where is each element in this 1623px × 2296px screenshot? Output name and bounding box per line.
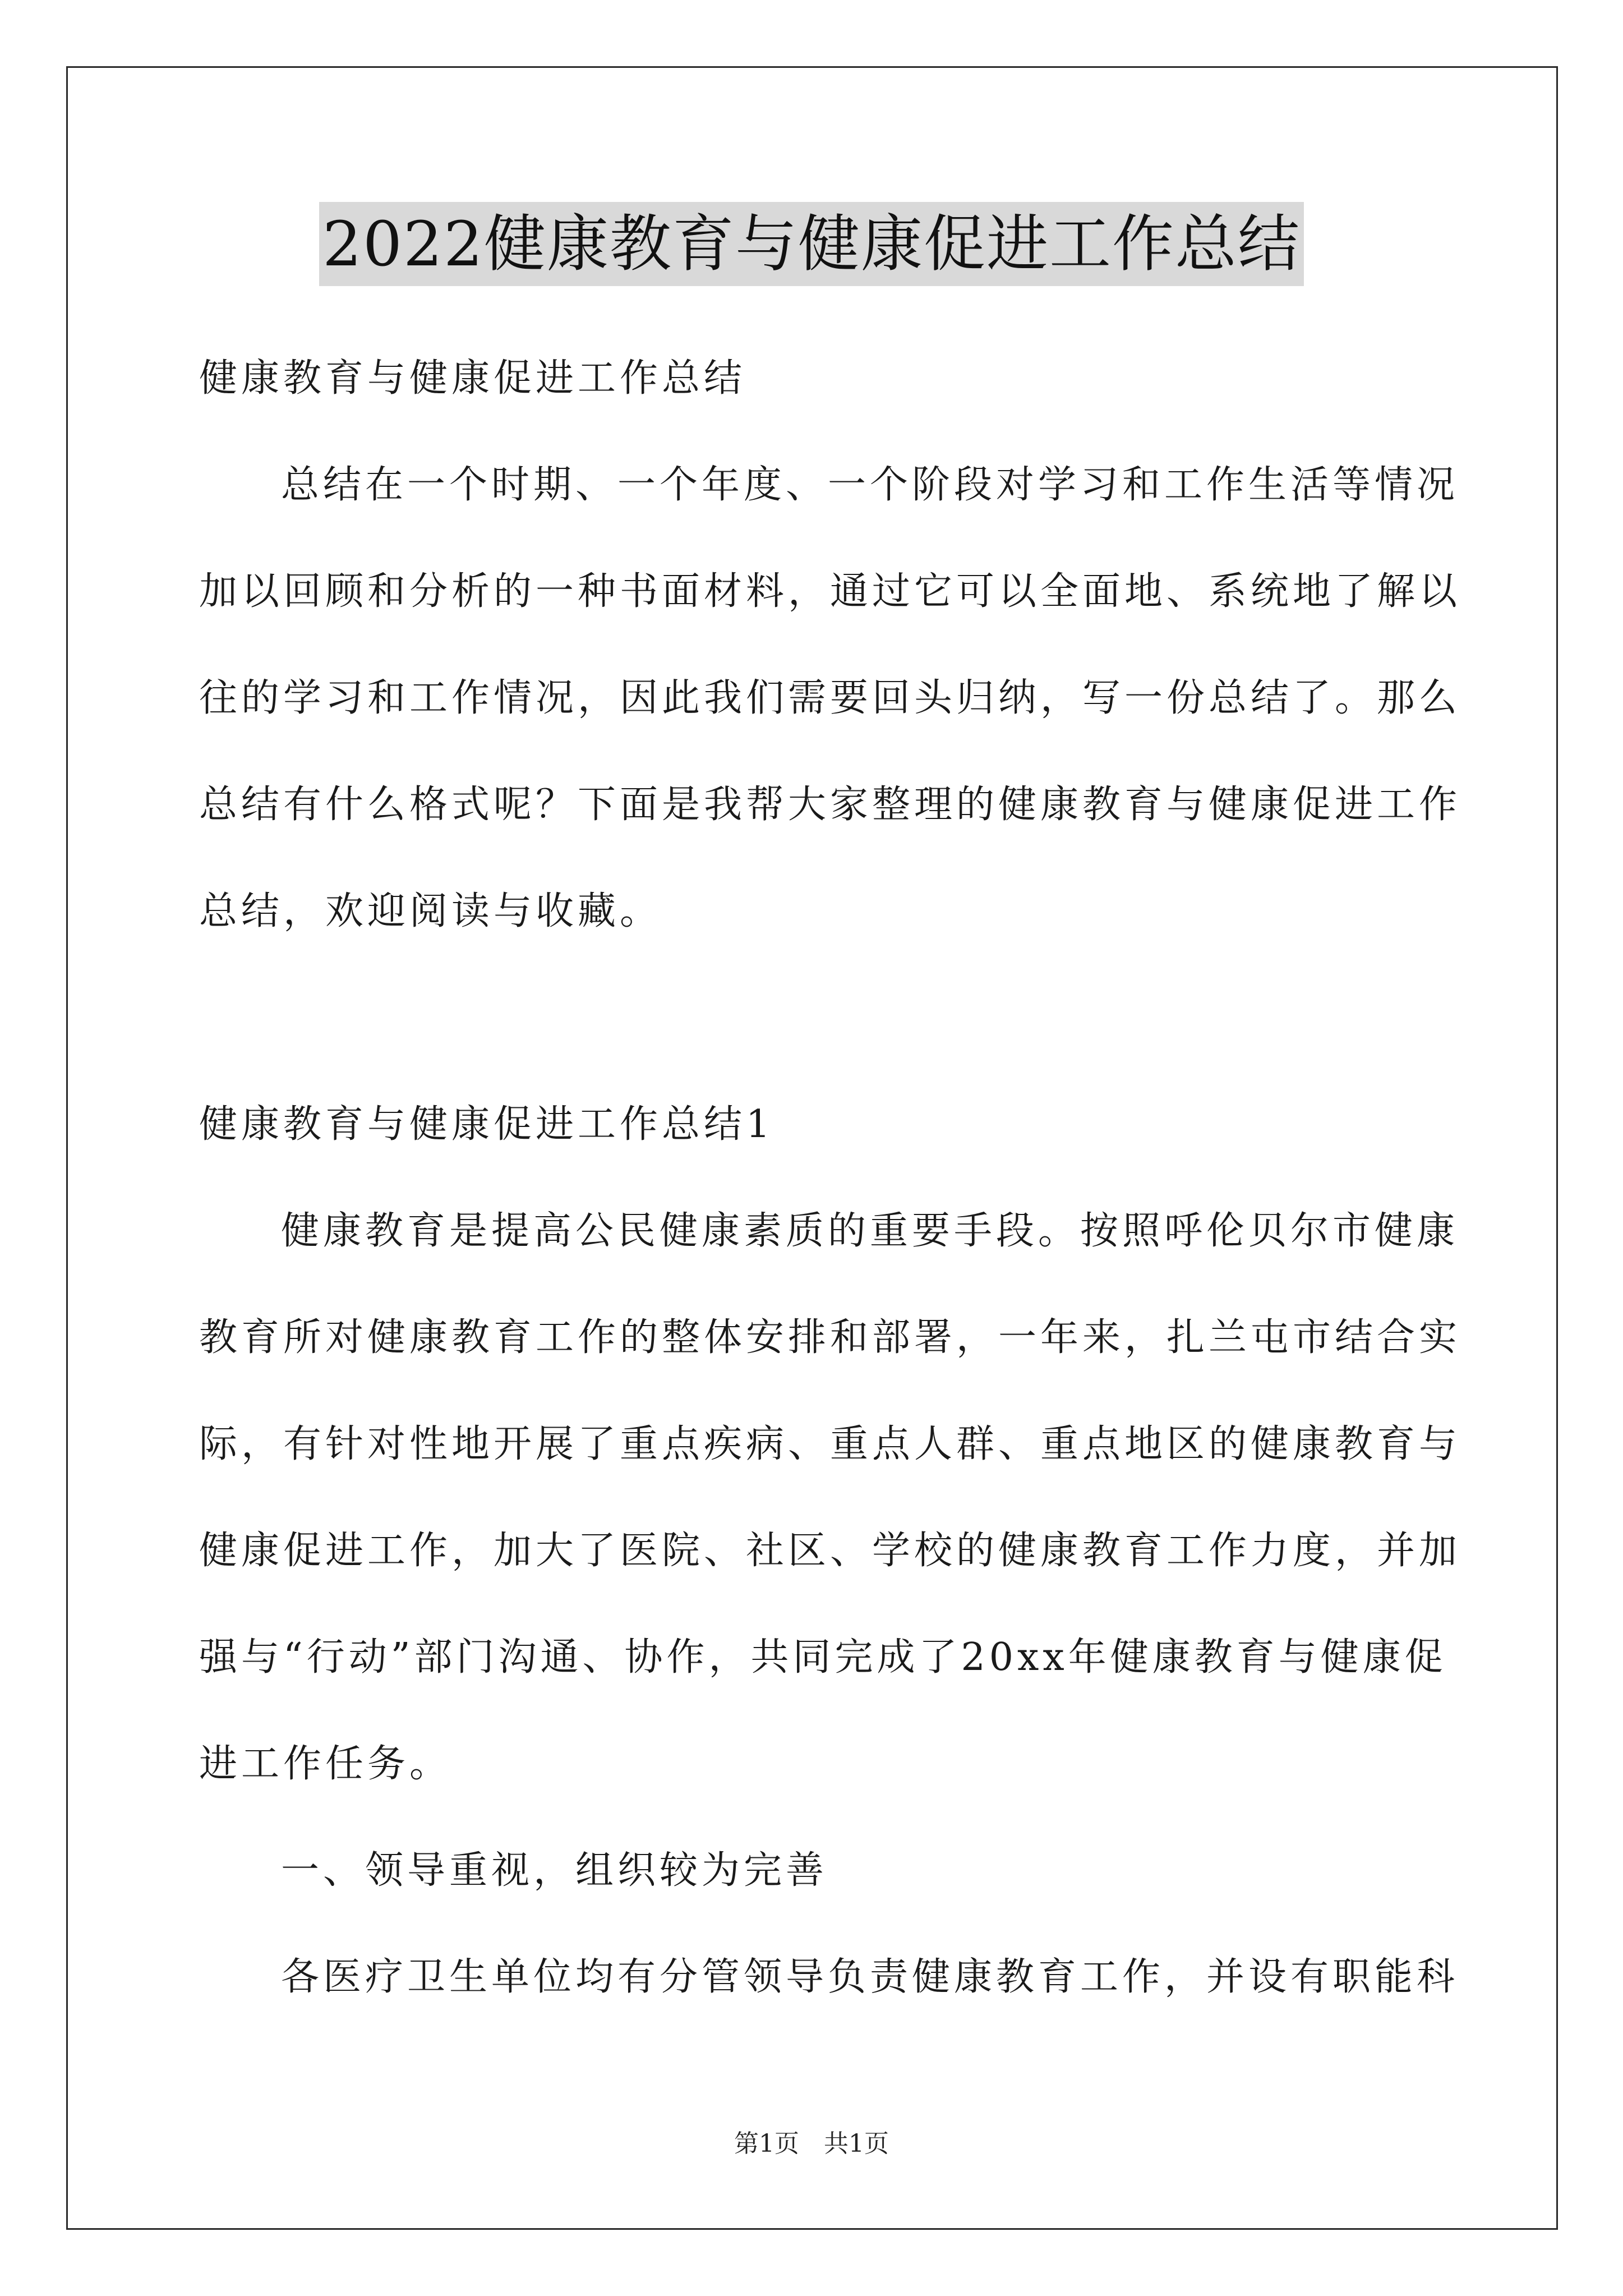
- section-heading: 健康教育与健康促进工作总结1: [199, 1102, 774, 1147]
- document-subtitle: 健康教育与健康促进工作总结: [199, 356, 746, 401]
- paragraph-line: 进工作任务。: [199, 1742, 452, 1786]
- page-footer: 第1页 共1页: [734, 2129, 889, 2158]
- document-title: 2022健康教育与健康促进工作总结: [319, 202, 1304, 286]
- paragraph-line: 总结，欢迎阅读与收藏。: [199, 889, 662, 933]
- paragraph-line: 教育所对健康教育工作的整体安排和部署，一年来，扎兰屯市结合实: [199, 1315, 1461, 1360]
- paragraph-line: 总结在一个时期、一个年度、一个阶段对学习和工作生活等情况: [281, 463, 1459, 507]
- paragraph-gap: [199, 976, 1433, 1083]
- paragraph-line: 际，有针对性地开展了重点疾病、重点人群、重点地区的健康教育与: [199, 1422, 1461, 1466]
- paragraph-line: 强与“行动”部门沟通、协作，共同完成了20xx年健康教育与健康促: [199, 1635, 1447, 1680]
- paragraph-line: 往的学习和工作情况，因此我们需要回头归纳，写一份总结了。那么: [199, 676, 1461, 720]
- document-body: [199, 337, 1461, 2042]
- paragraph-line: 加以回顾和分析的一种书面材料，通过它可以全面地、系统地了解以: [199, 569, 1461, 614]
- title-container: [0, 202, 1623, 286]
- section-subheading: 一、领导重视，组织较为完善: [281, 1848, 828, 1893]
- paragraph-line: 健康教育是提高公民健康素质的重要手段。按照呼伦贝尔市健康: [281, 1209, 1459, 1253]
- paragraph-line: 健康促进工作，加大了医院、社区、学校的健康教育工作力度，并加: [199, 1529, 1461, 1573]
- paragraph-line: 总结有什么格式呢？下面是我帮大家整理的健康教育与健康促进工作: [199, 783, 1461, 827]
- paragraph-line: 各医疗卫生单位均有分管领导负责健康教育工作，并设有职能科: [281, 1955, 1459, 1999]
